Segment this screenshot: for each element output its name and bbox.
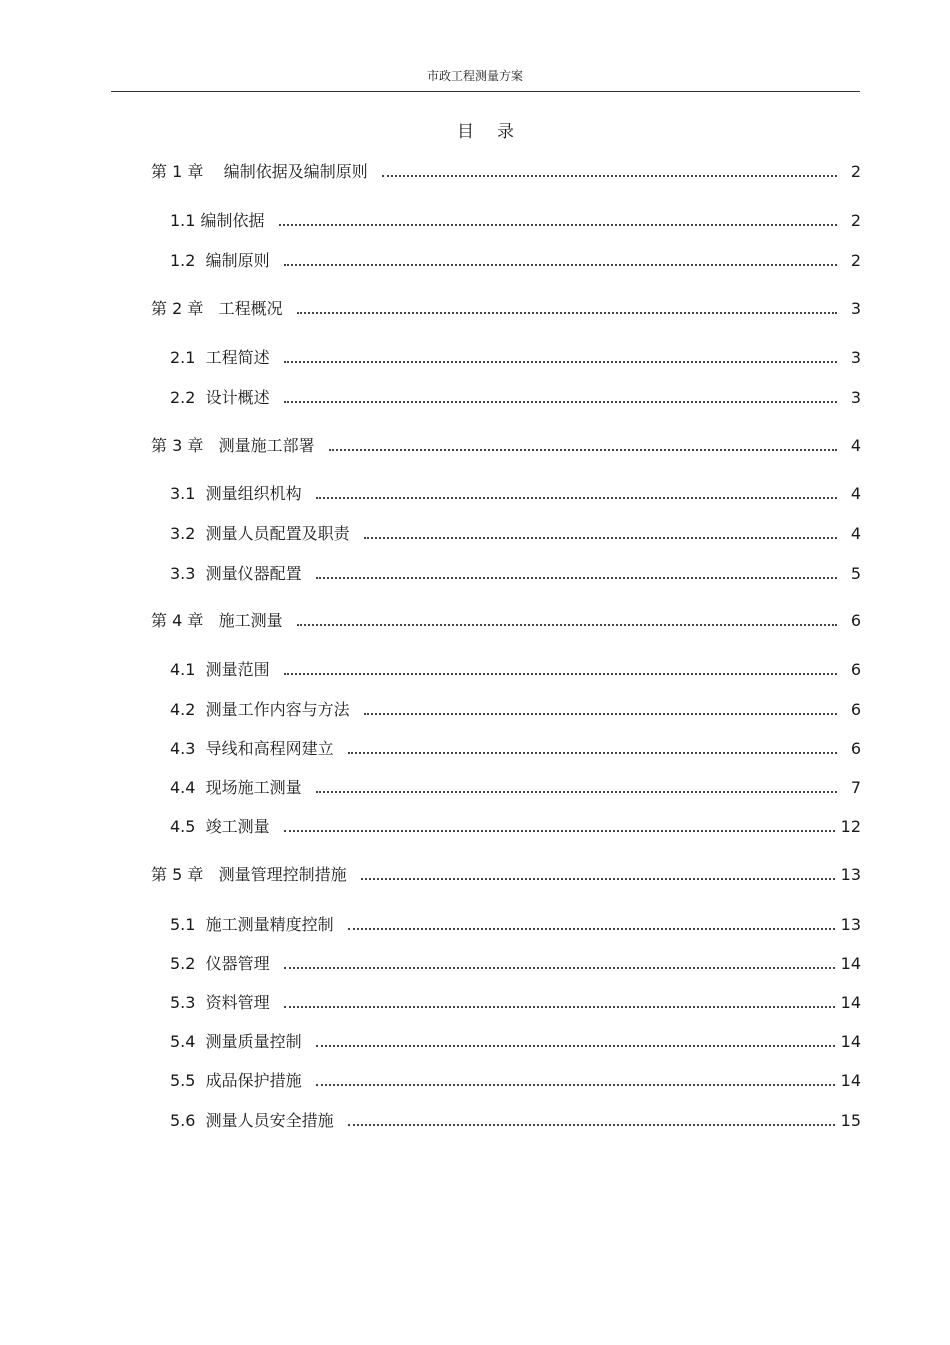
toc-entry-page: 4 <box>850 436 861 455</box>
toc-entry[interactable] <box>170 699 861 721</box>
toc-entry-label: 1.2 编制原则 <box>170 251 270 270</box>
toc-entry-page: 14 <box>840 1032 861 1051</box>
toc-entry-label: 第 4 章 施工测量 <box>151 611 283 630</box>
dot-leader <box>316 577 837 579</box>
toc-entry-label: 5.1 施工测量精度控制 <box>170 915 334 934</box>
toc-entry[interactable] <box>170 816 861 838</box>
toc-entry[interactable] <box>170 250 861 272</box>
toc-entry[interactable] <box>170 523 861 545</box>
toc-entry-page: 6 <box>850 739 861 758</box>
dot-leader <box>284 264 837 266</box>
toc-entry[interactable] <box>170 563 861 585</box>
dot-leader <box>284 1006 835 1008</box>
toc-entry-label: 第 2 章 工程概况 <box>151 299 283 318</box>
toc-entry[interactable] <box>151 161 861 183</box>
dot-leader <box>364 713 837 715</box>
toc-entry-page: 3 <box>850 388 861 407</box>
dot-leader <box>297 312 837 314</box>
dot-leader <box>316 1045 835 1047</box>
dot-leader <box>284 401 837 403</box>
toc-entry[interactable] <box>170 777 861 799</box>
toc-entry-label: 第 1 章 编制依据及编制原则 <box>151 162 368 181</box>
toc-entry-label: 3.3 测量仪器配置 <box>170 564 302 583</box>
toc-entry-page: 14 <box>840 954 861 973</box>
toc-entry-page: 6 <box>850 700 861 719</box>
toc-entry-page: 3 <box>850 348 861 367</box>
toc-entry-page: 14 <box>840 993 861 1012</box>
toc-entry[interactable] <box>170 483 861 505</box>
dot-leader <box>316 497 837 499</box>
dot-leader <box>297 624 837 626</box>
toc-entry-label: 3.2 测量人员配置及职责 <box>170 524 350 543</box>
dot-leader <box>279 224 837 226</box>
toc-entry-page: 4 <box>850 484 861 503</box>
toc-entry[interactable] <box>151 435 861 457</box>
toc-entry-page: 2 <box>850 211 861 230</box>
toc-entry-label: 4.2 测量工作内容与方法 <box>170 700 350 719</box>
toc-entry[interactable] <box>170 1110 861 1132</box>
toc-entry-page: 13 <box>840 865 861 884</box>
toc-entry-page: 3 <box>850 299 861 318</box>
dot-leader <box>348 1124 835 1126</box>
toc-entry-page: 2 <box>850 162 861 181</box>
dot-leader <box>316 791 837 793</box>
toc-entry-page: 14 <box>840 1071 861 1090</box>
dot-leader <box>329 449 837 451</box>
dot-leader <box>284 673 837 675</box>
toc-entry-label: 1.1 编制依据 <box>170 211 265 230</box>
toc-entry-page: 6 <box>850 611 861 630</box>
toc-entry-label: 4.1 测量范围 <box>170 660 270 679</box>
dot-leader <box>364 537 837 539</box>
toc-entry-page: 4 <box>850 524 861 543</box>
dot-leader <box>284 967 835 969</box>
toc-entry[interactable] <box>170 347 861 369</box>
toc-entry[interactable] <box>170 210 861 232</box>
toc-entry-label: 3.1 测量组织机构 <box>170 484 302 503</box>
toc-entry[interactable] <box>170 659 861 681</box>
toc-entry-page: 12 <box>840 817 861 836</box>
toc-entry-page: 15 <box>840 1111 861 1130</box>
toc-entry[interactable] <box>170 738 861 760</box>
toc-entry-label: 5.6 测量人员安全措施 <box>170 1111 334 1130</box>
toc-entry-label: 4.4 现场施工测量 <box>170 778 302 797</box>
toc-entry-page: 7 <box>850 778 861 797</box>
toc-entry-label: 5.4 测量质量控制 <box>170 1032 302 1051</box>
toc-entry-label: 4.3 导线和高程网建立 <box>170 739 334 758</box>
toc-entry[interactable] <box>170 953 861 975</box>
dot-leader <box>316 1084 835 1086</box>
toc-entry[interactable] <box>170 992 861 1014</box>
dot-leader <box>361 878 835 880</box>
dot-leader <box>382 175 837 177</box>
dot-leader <box>284 830 835 832</box>
toc-entry[interactable] <box>151 298 861 320</box>
toc-entry[interactable] <box>170 1070 861 1092</box>
dot-leader <box>348 752 837 754</box>
toc-title-char: 目 <box>457 122 475 142</box>
toc-entry-page: 13 <box>840 915 861 934</box>
toc-entry-page: 5 <box>850 564 861 583</box>
running-header: 市政工程测量方案 <box>426 69 523 83</box>
dot-leader <box>348 928 835 930</box>
toc-entry[interactable] <box>170 1031 861 1053</box>
toc-entry[interactable] <box>170 914 861 936</box>
toc-entry-label: 4.5 竣工测量 <box>170 817 270 836</box>
toc-entry[interactable] <box>170 387 861 409</box>
header-rule <box>111 91 860 92</box>
toc-entry-label: 2.2 设计概述 <box>170 388 270 407</box>
toc-entry-page: 6 <box>850 660 861 679</box>
toc-entry-label: 第 3 章 测量施工部署 <box>151 436 315 455</box>
toc-title <box>0 117 950 142</box>
toc-entry-label: 5.3 资料管理 <box>170 993 270 1012</box>
toc-entry[interactable] <box>151 864 861 886</box>
toc-entry-label: 2.1 工程简述 <box>170 348 270 367</box>
toc-entry[interactable] <box>151 610 861 632</box>
toc-entry-page: 2 <box>850 251 861 270</box>
toc-entry-label: 5.5 成品保护措施 <box>170 1071 302 1090</box>
dot-leader <box>284 361 837 363</box>
toc-title-char: 录 <box>497 122 515 142</box>
toc-entry-label: 第 5 章 测量管理控制措施 <box>151 865 347 884</box>
toc-entry-label: 5.2 仪器管理 <box>170 954 270 973</box>
